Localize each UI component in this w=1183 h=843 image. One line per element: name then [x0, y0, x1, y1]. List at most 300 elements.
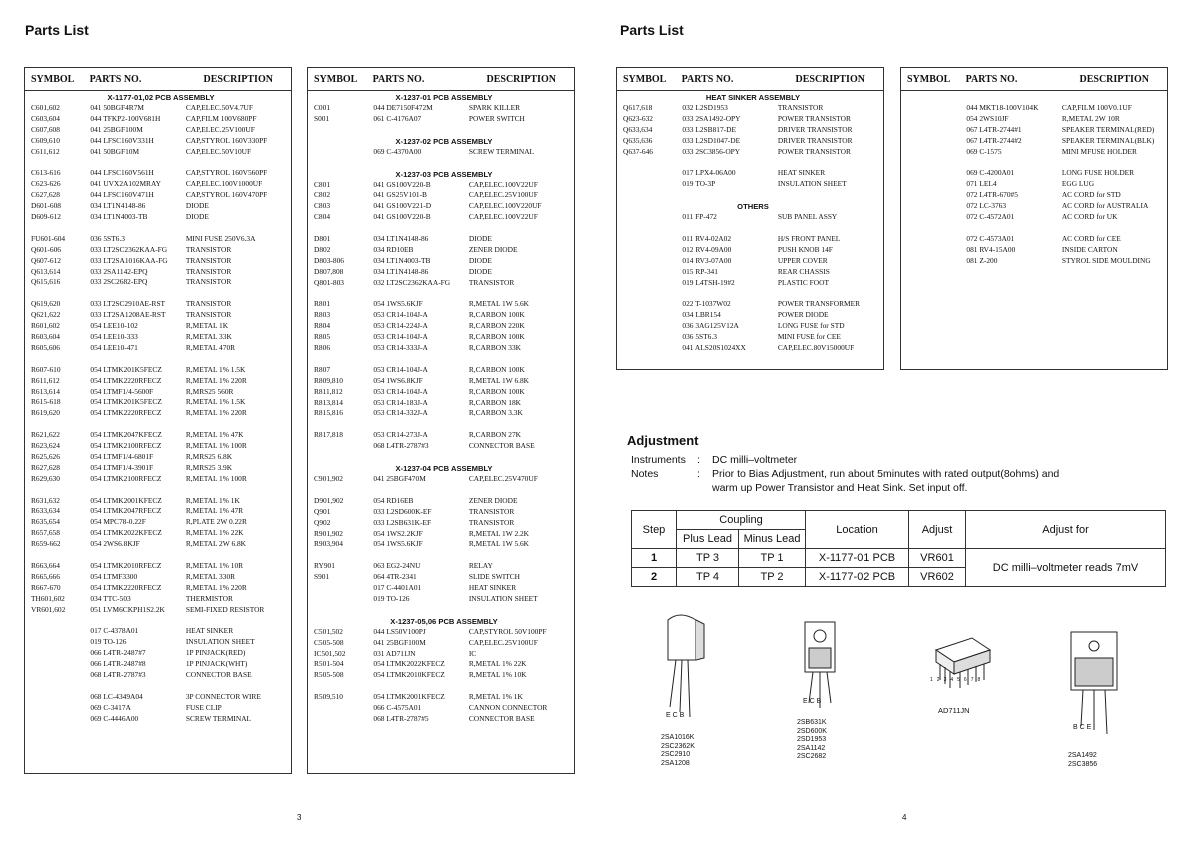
part-number-cell: 054 MPC78-0.22F — [90, 517, 146, 527]
part-number-cell: 017 C-4401A01 — [373, 583, 422, 593]
description-cell: CAP,ELEC.80V15000UF — [777, 342, 855, 352]
symbol-cell: C505-508 — [314, 637, 344, 647]
symbol-cell — [314, 594, 373, 605]
section-heading: X-1237-02 PCB ASSEMBLY — [395, 136, 493, 146]
symbol-cell — [907, 245, 966, 256]
description-cell: TRANSISTOR — [185, 266, 232, 276]
table-row — [623, 179, 883, 190]
description-cell: TRANSISTOR — [185, 299, 232, 309]
symbol-cell — [907, 125, 966, 136]
part-number-cell: 071 LEL4 — [966, 179, 997, 189]
table-row — [314, 408, 574, 419]
table-row — [314, 583, 574, 594]
part-number-cell: 054 LTMK201K5FECZ — [90, 397, 162, 407]
table-row — [31, 310, 291, 321]
table-row — [31, 179, 291, 190]
section-heading: X-1237-01 PCB ASSEMBLY — [395, 93, 493, 102]
step-2: 2 — [632, 568, 677, 587]
table-row — [31, 605, 291, 616]
description-cell: TRANSISTOR — [468, 277, 515, 287]
pin-number: 8 — [977, 677, 985, 683]
part-number-cell: 067 L4TR-2744#2 — [966, 135, 1022, 145]
description-cell: STYROL SIDE MOULDING — [1061, 255, 1151, 265]
symbol-cell: R807 — [314, 364, 331, 374]
symbol-cell — [623, 343, 682, 354]
page-title-left: Parts List — [25, 22, 89, 38]
table-row — [907, 147, 1167, 158]
symbol-cell — [31, 659, 90, 670]
part-number-cell: 072 C-4573A01 — [966, 233, 1015, 243]
table-row — [314, 387, 574, 398]
part-number-cell: 054 LTMK2100RFECZ — [90, 473, 162, 483]
table-row — [31, 299, 291, 310]
table-row — [31, 190, 291, 201]
table-row — [31, 670, 291, 681]
table-row — [31, 474, 291, 485]
table-row — [31, 539, 291, 550]
part-number-cell: 054 LTMF3300 — [90, 571, 138, 581]
header-parts-no: PARTS NO. — [681, 73, 734, 85]
part-number-cell: 015 RP-341 — [682, 266, 718, 276]
part-number-cell: 041 UVX2A102MRAY — [90, 179, 161, 189]
row-gap — [31, 223, 291, 234]
description-cell: R,CARBON 100K — [468, 386, 525, 396]
part-number-cell: 036 5ST6.3 — [90, 233, 125, 243]
dip8-package-drawing — [928, 630, 998, 700]
description-cell: TRANSISTOR — [185, 277, 232, 287]
part-number-cell: 041 50BGF10M — [90, 146, 140, 156]
table-row — [314, 321, 574, 332]
table-row — [907, 125, 1167, 136]
part-number-cell: 064 4TR-2341 — [373, 572, 417, 582]
step-1: 1 — [632, 549, 677, 568]
package-3-name: AD711JN — [938, 706, 970, 715]
parts-table-4 — [900, 67, 1168, 370]
description-cell: PUSH KNOB 14F — [777, 244, 833, 254]
symbol-cell: D803-806 — [314, 255, 344, 265]
part-number-cell: 019 TO-126 — [373, 593, 410, 603]
part-number-cell: 041 ALS20S1024XX — [682, 342, 746, 352]
description-cell: R,METAL 1% 22K — [468, 659, 527, 669]
description-cell: CAP,ELEC.100V220UF — [468, 201, 542, 211]
page-title-right: Parts List — [620, 22, 684, 38]
part-number-cell: 041 GS100V220-B — [373, 212, 431, 222]
part-number-cell: 054 LTMK2220RFECZ — [90, 375, 162, 385]
symbol-cell: D802 — [314, 244, 331, 254]
table-row — [907, 114, 1167, 125]
symbol-cell: RY901 — [314, 561, 335, 571]
part-number-cell: 017 C-4378A01 — [90, 626, 139, 636]
part-number-cell: 054 LTMK201K5FECZ — [90, 364, 162, 374]
description-cell: CAP,FILM 100V0.1UF — [1061, 102, 1132, 112]
description-cell: INSULATION SHEET — [468, 593, 538, 603]
symbol-cell: S901 — [314, 572, 330, 582]
description-cell: POWER SWITCH — [468, 113, 525, 123]
description-cell: R,METAL 1% 10R — [185, 560, 244, 570]
th-plus-lead: Plus Lead — [677, 530, 739, 549]
part-number-cell: 032 L2SD1953 — [682, 103, 728, 112]
description-cell: MINI FUSE 250V6.3A — [185, 233, 256, 243]
symbol-cell: C801 — [314, 179, 331, 189]
table-row — [623, 136, 883, 147]
symbol-cell: Q901 — [314, 506, 331, 516]
symbol-cell — [907, 103, 966, 114]
description-cell: TRANSISTOR — [777, 103, 824, 112]
description-cell: R,CARBON 100K — [468, 364, 525, 374]
part-number-cell: 053 CR14-224J-A — [373, 321, 428, 331]
table-row — [314, 529, 574, 540]
package-1-part: 2SA1208 — [661, 759, 690, 767]
table-row — [31, 506, 291, 517]
package-1-pins: E C B — [666, 712, 685, 719]
package-4-part: 2SA1492 — [1068, 752, 1097, 759]
symbol-cell: Q617,618 — [623, 103, 653, 112]
part-number-cell: 012 RV4-09A00 — [682, 244, 732, 254]
row-gap — [314, 354, 574, 365]
header-description: DESCRIPTION — [795, 73, 865, 85]
symbol-cell — [31, 626, 90, 637]
description-cell: CAP,ELEC.25V100UF — [185, 124, 255, 134]
description-cell: CAP,ELEC.100V1000UF — [185, 179, 263, 189]
description-cell: AC CORD for STD — [1061, 190, 1121, 200]
table-row — [907, 256, 1167, 267]
symbol-cell: R806 — [314, 343, 331, 353]
symbol-cell — [31, 670, 90, 681]
part-number-cell: 041 50BGF4R7M — [90, 103, 144, 112]
description-cell: R,CARBON 3.3K — [468, 408, 523, 418]
section-heading: X-1177-01,02 PCB ASSEMBLY — [107, 93, 215, 102]
part-number-cell: 054 LTMK2220RFECZ — [90, 582, 162, 592]
description-cell: AC CORD for AUSTRALIA — [1061, 201, 1149, 211]
row-gap — [31, 550, 291, 561]
table-row — [31, 321, 291, 332]
instruments-value: DC milli–voltmeter — [712, 454, 798, 466]
part-number-cell: 054 LTMK2047RFECZ — [90, 506, 162, 516]
description-cell: CAP,ELEC.25V100UF — [468, 637, 538, 647]
symbol-cell: Q621,622 — [31, 310, 61, 320]
row-gap — [314, 419, 574, 430]
table-row — [314, 649, 574, 660]
description-cell: R,CARBON 100K — [468, 310, 525, 320]
th-location: Location — [806, 511, 909, 549]
symbol-cell: C501,502 — [314, 626, 343, 636]
description-cell: R,METAL 330R — [185, 571, 236, 581]
symbol-cell: R631,632 — [31, 495, 60, 505]
package-4-part: 2SC3856 — [1068, 760, 1098, 768]
symbol-cell — [623, 332, 682, 343]
th-minus-lead: Minus Lead — [739, 530, 806, 549]
symbol-cell: TH601,602 — [31, 593, 65, 603]
notes-colon: : — [697, 468, 700, 480]
description-cell: TRANSISTOR — [468, 506, 515, 516]
description-cell: INSIDE CARTON — [1061, 244, 1118, 254]
table-row — [314, 256, 574, 267]
symbol-cell: R621,622 — [31, 430, 60, 440]
table-row — [314, 267, 574, 278]
symbol-cell — [907, 234, 966, 245]
symbol-cell: C804 — [314, 212, 331, 222]
symbol-cell: R629,630 — [31, 473, 60, 483]
minus-lead-2: TP 2 — [739, 568, 806, 587]
table-row — [31, 212, 291, 223]
header-symbol: SYMBOL — [623, 73, 667, 85]
table-row — [623, 321, 883, 332]
symbol-cell — [623, 321, 682, 332]
symbol-cell: D609-612 — [31, 212, 61, 222]
description-cell: UPPER COVER — [777, 255, 828, 265]
description-cell: R,METAL 1% 220R — [185, 582, 247, 592]
location-1: X-1177-01 PCB — [806, 549, 909, 568]
description-cell: DIODE — [468, 234, 492, 244]
description-cell: R,METAL 1% 220R — [185, 408, 247, 418]
part-number-cell: 041 GS100V220-B — [373, 179, 431, 189]
symbol-cell — [907, 114, 966, 125]
table-row — [314, 299, 574, 310]
table-row — [31, 528, 291, 539]
table-row — [31, 365, 291, 376]
symbol-cell: C901,902 — [314, 473, 343, 483]
symbol-cell: FU601-604 — [31, 233, 66, 243]
plus-lead-2: TP 4 — [677, 568, 739, 587]
part-number-cell: 067 L4TR-2744#1 — [966, 124, 1022, 134]
symbol-cell — [907, 168, 966, 179]
description-cell: R,CARBON 100K — [468, 332, 525, 342]
part-number-cell: 034 LT1N4148-86 — [373, 266, 429, 276]
row-gap — [31, 419, 291, 430]
package-2-part: 2SB631K — [797, 719, 827, 726]
symbol-cell — [314, 714, 373, 725]
description-cell: EGG LUG — [1061, 179, 1095, 189]
symbol-cell — [623, 212, 682, 223]
part-number-cell: 011 RV4-02A02 — [682, 233, 732, 243]
th-adjust: Adjust — [909, 511, 966, 549]
description-cell: R,METAL 1% 100R — [185, 441, 247, 451]
part-number-cell: 041 GS100V221-D — [373, 201, 432, 211]
description-cell: R,METAL 1W 6.8K — [468, 375, 530, 385]
page-number-left: 3 — [297, 813, 302, 822]
table-row — [314, 310, 574, 321]
description-cell: R,METAL 1K — [185, 321, 229, 331]
description-cell: SLIDE SWITCH — [468, 572, 520, 582]
description-cell: R,METAL 1% 47K — [185, 430, 244, 440]
description-cell: R,CARBON 27K — [468, 430, 521, 440]
description-cell: R,METAL 1% 47R — [185, 506, 244, 516]
table-row — [314, 714, 574, 725]
symbol-cell: C603,604 — [31, 113, 60, 123]
description-cell: TRANSISTOR — [468, 517, 515, 527]
table-row — [314, 692, 574, 703]
symbol-cell: R613,614 — [31, 386, 60, 396]
symbol-cell — [623, 299, 682, 310]
description-cell: H/S FRONT PANEL — [777, 233, 841, 243]
symbol-cell: D901,902 — [314, 495, 344, 505]
row-gap — [623, 190, 883, 201]
description-cell: R,METAL 1% 22K — [185, 528, 244, 538]
symbol-cell: R811,812 — [314, 386, 343, 396]
part-number-cell: 081 RV4-15A00 — [966, 244, 1016, 254]
package-2-part: 2SD1953 — [797, 736, 827, 743]
table-row — [314, 103, 574, 114]
part-number-cell: 054 1WS5.6KJF — [373, 539, 423, 549]
description-cell: CAP,FILM 100V680PF — [185, 113, 257, 123]
description-cell: R,CARBON 33K — [468, 343, 521, 353]
description-cell: DRIVER TRANSISTOR — [777, 124, 853, 134]
part-number-cell: 054 RD16EB — [373, 495, 414, 505]
symbol-cell: R815,816 — [314, 408, 343, 418]
table-row — [623, 114, 883, 125]
parts-table-1 — [24, 67, 292, 774]
symbol-cell — [907, 201, 966, 212]
symbol-cell: C623-626 — [31, 179, 61, 189]
row-gap — [31, 288, 291, 299]
symbol-cell — [314, 441, 373, 452]
table-row — [314, 627, 574, 638]
table-header — [308, 68, 574, 91]
part-number-cell: 034 LT1N4148-86 — [373, 234, 429, 244]
table-row — [623, 310, 883, 321]
table-row — [623, 125, 883, 136]
package-1-parts — [661, 734, 695, 768]
symbol-cell: C803 — [314, 201, 331, 211]
to3p-package-drawing — [1063, 628, 1133, 738]
part-number-cell: 053 CR14-333J-A — [373, 343, 428, 353]
description-cell: R,CARBON 220K — [468, 321, 525, 331]
part-number-cell: 072 L4TR-670#5 — [966, 190, 1018, 200]
table-row — [623, 332, 883, 343]
part-number-cell: 014 RV3-07A00 — [682, 255, 732, 265]
package-2-part: 2SC2682 — [797, 753, 827, 760]
row-gap — [907, 157, 1167, 168]
description-cell: R,MRS25 560R — [185, 386, 234, 396]
part-number-cell: 054 LTMK2100RFECZ — [90, 441, 162, 451]
symbol-cell: R657,658 — [31, 528, 60, 538]
description-cell: R,MRS25 3.9K — [185, 462, 233, 472]
part-number-cell: 044 LS50V100PJ — [373, 626, 426, 636]
th-adjust-for: Adjust for — [966, 511, 1166, 549]
part-number-cell: 033 L2SD600K-EF — [373, 506, 432, 516]
description-cell: TRANSISTOR — [185, 255, 232, 265]
description-cell: HEAT SINKER — [468, 583, 517, 593]
table-row — [31, 572, 291, 583]
description-cell: R,PLATE 2W 0.22R — [185, 517, 247, 527]
part-number-cell: 054 1WS5.6KJF — [373, 299, 423, 309]
description-cell: AC CORD for CEE — [1061, 233, 1121, 243]
part-number-cell: 066 C-4575A01 — [373, 703, 422, 713]
table-row — [623, 267, 883, 278]
part-number-cell: 054 LTMF1/4-6801F — [90, 451, 154, 461]
symbol-cell: R623,624 — [31, 441, 60, 451]
part-number-cell: 041 25BGF100M — [90, 124, 143, 134]
description-cell: R,METAL 33K — [185, 331, 232, 341]
description-cell: CONNECTOR BASE — [468, 441, 535, 451]
table-row — [623, 147, 883, 158]
pin-number: 6 — [963, 677, 971, 683]
table-row — [314, 638, 574, 649]
description-cell: SPEAKER TERMINAL(BLK) — [1061, 135, 1155, 145]
table-row — [314, 659, 574, 670]
row-gap — [314, 125, 574, 136]
symbol-cell: R625,626 — [31, 451, 60, 461]
part-number-cell: 036 5ST6.3 — [682, 332, 717, 342]
part-number-cell: 033 L2SD1047-DE — [682, 135, 741, 145]
table-row — [31, 430, 291, 441]
package-1-part: 2SC2362K — [661, 742, 695, 750]
table-row — [314, 507, 574, 518]
table-row — [314, 332, 574, 343]
part-number-cell: 054 LTMK2047KFECZ — [90, 430, 162, 440]
description-cell: R,METAL 1% 1.5K — [185, 397, 246, 407]
part-number-cell: 033 2SA1492-OPY — [682, 113, 741, 123]
th-step: Step — [632, 511, 677, 549]
part-number-cell: 054 LTMK2010RFECZ — [90, 560, 162, 570]
section-heading: OTHERS — [737, 202, 769, 212]
part-number-cell: 068 LC-4349A04 — [90, 691, 143, 701]
part-number-cell: 069 C-4446A00 — [90, 713, 139, 723]
description-cell: REAR CHASSIS — [777, 266, 830, 276]
package-2-pins: E C B — [803, 698, 822, 705]
part-number-cell: 034 LT1N4003-TB — [90, 212, 148, 222]
symbol-cell: R633,634 — [31, 506, 60, 516]
description-cell: POWER TRANSISTOR — [777, 113, 851, 123]
symbol-cell: R601,602 — [31, 321, 60, 331]
part-number-cell: 017 LPX4-06A00 — [682, 168, 736, 178]
row-gap — [31, 354, 291, 365]
symbol-cell — [623, 256, 682, 267]
description-cell: CAP,ELEC.50V4.7UF — [185, 103, 253, 112]
symbol-cell: VR601,602 — [31, 604, 66, 614]
row-gap — [623, 288, 883, 299]
symbol-cell: Q633,634 — [623, 124, 653, 134]
symbol-cell — [907, 179, 966, 190]
part-number-cell: 031 AD711JN — [373, 648, 416, 658]
table-row — [623, 168, 883, 179]
part-number-cell: 011 FP-472 — [682, 212, 717, 222]
part-number-cell: 044 DE7150F472M — [373, 103, 433, 112]
symbol-cell: R611,612 — [31, 375, 60, 385]
table-row — [623, 278, 883, 289]
symbol-cell: R615-618 — [31, 397, 61, 407]
table-row — [314, 670, 574, 681]
part-number-cell: 019 TO-3P — [682, 179, 716, 189]
symbol-cell: Q619,620 — [31, 299, 61, 309]
description-cell: 3P CONNECTOR WIRE — [185, 691, 261, 701]
description-cell: R,METAL 1W 2.2K — [468, 528, 530, 538]
row-gap — [31, 485, 291, 496]
description-cell: POWER TRANSISTOR — [777, 146, 851, 156]
description-cell: POWER TRANSFORMER — [777, 299, 861, 309]
table-row — [31, 168, 291, 179]
symbol-cell — [623, 267, 682, 278]
table-row — [31, 626, 291, 637]
description-cell: R,METAL 1% 10K — [468, 670, 527, 680]
table-row — [31, 517, 291, 528]
description-cell: THERMISTOR — [185, 593, 233, 603]
part-number-cell: 051 LVM6CKPH1S2.2K — [90, 604, 165, 614]
table-row — [31, 114, 291, 125]
description-cell: SEMI-FIXED RESISTOR — [185, 604, 265, 614]
table-row — [623, 103, 883, 114]
package-2-parts — [797, 719, 827, 762]
description-cell: DIODE — [468, 255, 492, 265]
description-cell: DIODE — [468, 266, 492, 276]
symbol-cell: C607,608 — [31, 124, 60, 134]
table-row — [31, 234, 291, 245]
description-cell: INSULATION SHEET — [777, 179, 847, 189]
table-row — [314, 180, 574, 191]
description-cell: HEAT SINKER — [777, 168, 826, 178]
description-cell: DIODE — [185, 212, 209, 222]
section-heading: X-1237-03 PCB ASSEMBLY — [395, 169, 493, 179]
